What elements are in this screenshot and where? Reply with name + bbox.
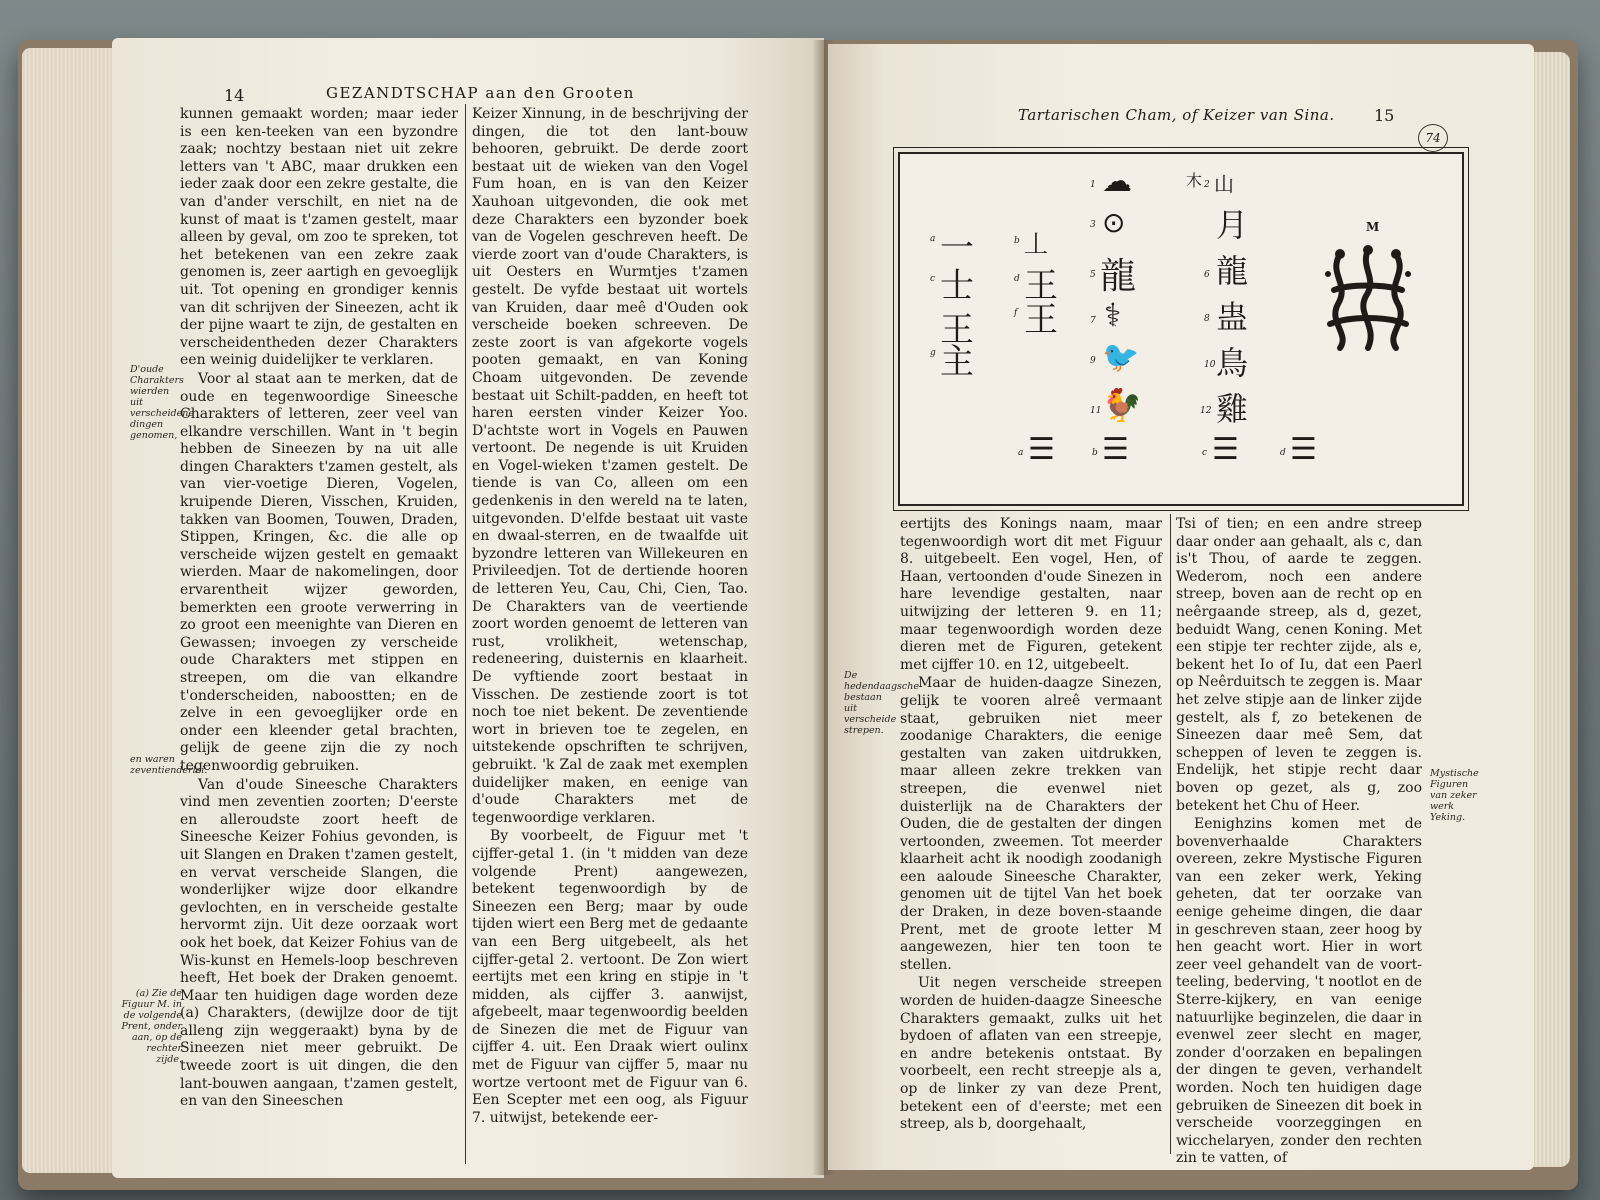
paragraph: kunnen gemaakt worden; maar ieder is een ken-teeken van een byzondre zaak; nochtzy bestaan niet uit zekre letters van 't ABC, maar drukken een ieder zaak door een zekre gestalte, die van d'ander verschilt, en niet na de kunst of maat is t'zamen gestelt, maar alleen by geval, om zoo te spreken, tot het betekenen van een zekre zaak genomen is, zeer aartigh en gevoeglijk uit. Tot opening en grondiger kennis van dit schrijven der Sineezen, acht ik der pijne waart te zijn, de gestalten en verscheidentheden dezer Charakters een weinig duidelijker te verklaren. <box>180 106 458 369</box>
character-glyph: 月 <box>1216 206 1249 244</box>
paragraph: Tsi of tien; en een andre streep daar onder aan gehaalt, als c, dan is't Thou, of aarde te zeggen. Wederom, noch een andere streep, boven aan de recht op en neêrgaande streep, als d, gezet, beduidt Wang, cenen Koning. Met een stipje ter rechter zijde, als e, bekent het Io of Iu, dat een Paerl op Neêrduitsch te zeggen is. Maar het zelve stipje aan de linker zijde gestelt, als f, zo betekenen de Sineezen daar meê Sem, dat scheppen of leven te zeggen is. Endelijk, het stipje recht daar boven op gezet, als g, zoo betekent het Chu of Heer. <box>1176 516 1422 814</box>
plate-label: 8 <box>1204 314 1210 324</box>
margin-note: D'oude Charakters wierden uit verscheidene dingen genomen, <box>130 364 194 441</box>
plate-label: c <box>1202 448 1208 458</box>
paragraph: Keizer Xinnung, in de beschrijving der dingen, die tot den lant-bouw behooren, gebruikt. De derde zoort bestaat uit de wieken van den Vogel Fum hoan, en is van den Keizer Xauhoan uitgevonden, die ook met deze Charakters een byzonder boek van de Vogelen geschreven heeft. De vierde zoort van d'oude Charakters, is uit Oesters en Wurmtjes t'zamen gestelt. De vyfde bestaat uit wortels van Kruiden, daar meê d'Ouden ook verscheide boeken schreeven. De zeste zoort is van afgekorte vogels pooten gemaakt, en van Koning Choam uitgevonden. De zevende bestaat uit Schilt-padden, en heeft tot haren eersten vinder Keizer Yoo. D'achtste wort in Vogels en Pauwen vertoont. De negende is uit Kruiden en Vogel-wieken t'zamen gestelt. De tiende is van Co, alleen om een gedenkenis in den wereld na te laten, uitgevonden. D'elfde bestaat uit vaste en dwaal-sterren, en de twaalfde uit byzondre letteren van Willekeuren en Privileedjen. Tot de dertiende hooren de letteren Yeu, Cau, Chi, Cien, Tao. De Charakters van de veertiende zoort worden genoemt de letteren van rust, vrolikheit, wetenschap, redeneering, duisternis en klaarheit. De vyftiende zoort bestaat in Visschen. De zestiende zoort is tot noch toe niet bekent. De zeventiende wort in brieven toe te zegelen, en uitstekende opschriften te schrijven, gebruikt. 'k Zal de zaak met exemplen duidelijker maken, en eenige van d'oude Charakters met de tegenwoordige verklaren. <box>472 106 748 826</box>
dragon-glyph-icon: 龍 <box>1100 256 1137 297</box>
right-column-1 <box>900 516 1162 1135</box>
plate-label: d <box>1014 274 1020 284</box>
plate-label: M <box>1366 220 1380 234</box>
plate-label: a <box>930 234 936 244</box>
plate-label: 7 <box>1090 316 1096 326</box>
paragraph: By voorbeelt, de Figuur met 't cijffer-getal 1. (in 't midden van deze volgende Prent) aangewezen, betekent tegenwoordigh by de Sineezen een Berg; maar by oude tijden wiert een Berg met de gedaante van een Berg uitgebeelt, als het cijffer-getal 2. vertoont. De Zon wiert eertijts met een kring en stipje in 't midden, als cijffer 3. aanwijst, afgebeelt, maar tegenwoordig beelden de Sinezen die met de Figuur van cijffer 4. uit. Een Draak wiert oulinx met de Figuur van cijffer 5, maar nu wortze vertoont met de Figuur van 6. Een Scepter met een oog, als Figuur 7. uitwijst, betekende eer- <box>472 828 748 1126</box>
character-glyph: 丄 <box>1024 230 1048 258</box>
plate-label: c <box>930 274 936 284</box>
character-glyph: 鳥 <box>1216 344 1249 382</box>
plate-label: 9 <box>1090 356 1096 366</box>
plate-label: b <box>1014 236 1020 246</box>
plate-label: 1 <box>1090 180 1096 190</box>
column-rule <box>465 104 466 1164</box>
character-glyph: 一 <box>940 228 974 268</box>
margin-note: en waren zeventienderlei. <box>130 754 208 776</box>
character-glyph: 蛊 <box>1216 298 1249 336</box>
bird-icon: 🐦 <box>1102 340 1140 375</box>
right-page <box>828 44 1534 1170</box>
plate-label: 12 <box>1200 406 1212 416</box>
trigram-glyph: ☰ <box>1028 432 1055 467</box>
plate-label: 3 <box>1090 220 1096 230</box>
left-page <box>112 38 824 1178</box>
right-column-2 <box>1176 516 1422 1169</box>
dragon-character-m-icon <box>1320 244 1416 354</box>
character-glyph: 王 <box>940 310 974 350</box>
trigram-glyph: ☰ <box>1102 432 1129 467</box>
character-glyph: 王 <box>1024 300 1058 340</box>
plate-label: f <box>1014 308 1018 318</box>
cloud-icon: ☁ <box>1102 164 1132 199</box>
character-glyph: 龍 <box>1216 252 1249 290</box>
character-glyph: 士 <box>940 266 974 306</box>
page-edges-left <box>22 48 122 1173</box>
rooster-icon: 🐓 <box>1102 386 1142 424</box>
page-number-right: 15 <box>1374 106 1395 125</box>
paragraph: Voor al staat aan te merken, dat de oude en tegenwoordige Sineesche Charakters of letteren, zeer veel van elkandre verschillen. Want in 't begin hebben de Sineezen by na uit alle dingen Charakters t'zamen gestelt, als van vier-voetige Dieren, Vogelen, kruipende Dieren, Visschen, Kruiden, takken van Boomen, Touwen, Draden, Stippen, Kringen, &c. die alle op verscheide wijzen gestelt en gemaakt wierden. Maar de nakomelingen, door ervarentheit wijzer geworden, bemerkten een groote verwerring in zo groot een meenighte van Dieren en Gewassen; invoegen zy verscheide oude Charakters met stippen en streepen, om die van elkandre t'onderscheiden, naboostten; en de zelve in een gevoeglijker orde en onder een kleender getal brachten, gelijk de geene zijn die zy noch tegenwoordig gebruiken. <box>180 370 458 774</box>
mountain-glyph: 山 <box>1214 172 1234 196</box>
plate-label: g <box>930 348 936 358</box>
plate-label: 2 <box>1204 180 1210 190</box>
plate-label: 5 <box>1090 270 1096 280</box>
trigram-glyph: ☰ <box>1212 432 1239 467</box>
margin-note: (a) Zie de Figuur M. in de volgende Prent, onder aan, op de rechter zijde. <box>121 988 182 1065</box>
paragraph: Eenighzins komen met de bovenverhaalde Charakters overeen, zekre Mystische Figuren van een zeker werk, Yeking geheten, dat ter oorzake van eenige geheime dingen, die daar in geschreven staan, zeer hoog by hen geacht wort. Hier in wort zeer veel gehandelt van de voort-teeling, bederving, 't nootlot en de Sterre-kijkery, en van eenige natuurlijke beginzelen, die daar in evenwel zeer slecht en mager, zonder d'oorzaken en bepalingen der dingen te geven, verhandelt worden. Noch ten huidigen dage gebruiken de Sineezen dit boek in verscheide voorzeggingen en wicchelaryen, zonder den rechten zin te vatten, of <box>1176 816 1422 1167</box>
sun-icon: ⊙ <box>1102 206 1126 239</box>
left-column-1 <box>180 106 458 1112</box>
page-number-left: 14 <box>224 86 245 105</box>
plate-label: 10 <box>1204 360 1216 370</box>
running-head-right: Tartarischen Cham, of Keizer van Sina. <box>1018 106 1335 124</box>
sceptre-icon: ⚕ <box>1104 296 1122 334</box>
plate-label: d <box>1280 448 1286 458</box>
plate-label: 6 <box>1204 270 1210 280</box>
column-rule <box>1170 514 1171 1154</box>
margin-note: De hedendaagsche bestaan uit verscheide strepen. <box>844 670 919 736</box>
library-stamp: 74 <box>1418 124 1448 152</box>
character-glyph: 王 <box>1024 266 1058 306</box>
running-head-left: GEZANDTSCHAP aan den Grooten <box>326 84 635 102</box>
character-plate <box>898 152 1464 506</box>
paragraph: Uit negen verscheide streepen worden de huiden-daagze Sineesche Charakters gemaakt, zulks uit het bydoen of aflaten van een streepje, en andre betekenis ontstaat. By voorbeelt, een recht streepje als a, op de linker zy van deze Prent, betekent een of d'eerste; met een streep, als b, doorgehaalt, <box>900 975 1162 1133</box>
plate-label: a <box>1018 448 1024 458</box>
plate-label: b <box>1092 448 1098 458</box>
plate-label: 11 <box>1090 406 1102 416</box>
trigram-glyph: ☰ <box>1290 432 1317 467</box>
margin-note: Mystische Figuren van zeker werk Yeking. <box>1430 768 1479 823</box>
left-column-2 <box>472 106 748 1128</box>
paragraph: Van d'oude Sineesche Charakters vind men zeventien zoorten; D'eerste en alleroudste zoort heeft de Sineesche Keizer Fohius gevonden, is uit Slangen en Draken t'zamen gestelt, en vervat verscheide Slangen, die wonderlijker wijze door elkandre gevlochten, en in verscheide gestalte hervormt zijn. Uit deze oorzaak wort ook het boek, dat Keizer Fohius van de Wis-kunst en Hemels-loop beschreven heeft, Het boek der Draken genoemt. Maar ten huidigen dage worden deze (a) Charakters, (dewijlze door de tijt alleng zijn weggeraakt) byna by de Sineezen niet meer gebruikt. De tweede zoort is uit dingen, die den lant-bouwen aangaan, t'zamen gestelt, en van den Sineeschen <box>180 776 458 1110</box>
paragraph: Maar de huiden-daagze Sinezen, gelijk te vooren alreê vermaant staat, gebruiken niet meer zoodanige Charakters, die eenige gestalten van zaken uitdrukken, maar alleen zekre trekken van streepen, die evenwel niet duisterlijk na de Charakters der Ouden, die de gestalten der dingen vertoonden, zweemen. Tot meerder klaarheit acht ik noodigh zoodanigh een aaloude Sineesche Charakter, genomen uit de tijtel Van het boek der Draken, in deze boven-staande Prent, met de groote letter M aangewezen, hier ten toon te stellen. <box>900 675 1162 973</box>
paragraph: eertijts des Konings naam, maar tegenwoordigh wort dit met Figuur 8. uitgebeelt. Een vogel, Hen, of Haan, vertoonden d'oude Sinezen in hare levendige gestalten, naar uitwijzing der letteren 9. en 11; maar tegenwoordigh worden deze dieren met de Figuren, getekent met cijffer 10. en 12, uitgebeelt. <box>900 516 1162 673</box>
character-glyph: 雞 <box>1216 390 1249 428</box>
tree-glyph: 木 <box>1186 171 1203 190</box>
character-glyph: 主 <box>940 342 974 382</box>
